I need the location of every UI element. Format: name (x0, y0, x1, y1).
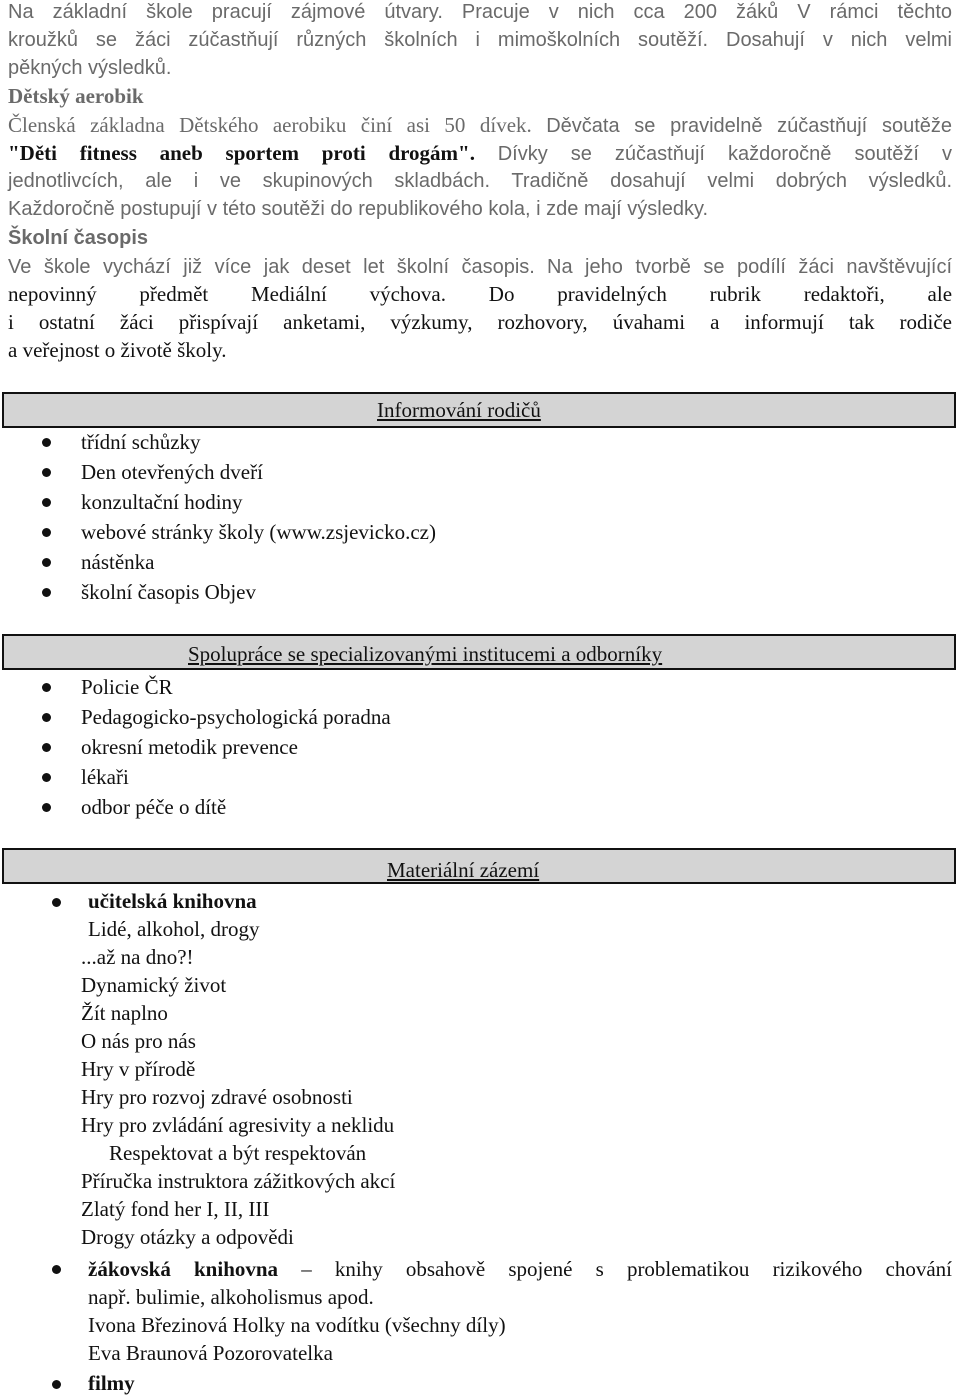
bullet-icon (52, 1265, 61, 1274)
text-span: žákovská knihovna (88, 1257, 279, 1281)
section-box-informovani (2, 392, 956, 428)
book-item: Hry pro zvládání agresivity a neklidu (81, 1113, 395, 1137)
list-item-zakovska (88, 1259, 952, 1280)
list-item: Pedagogicko-psychologická poradna (81, 705, 391, 729)
book-item: Eva Braunová Pozorovatelka (88, 1341, 333, 1365)
book-item: Ivona Březinová Holky na vodítku (všechny díly) (88, 1313, 506, 1337)
bullet-icon (42, 588, 51, 597)
book-item: Hry pro rozvoj zdravé osobnosti (81, 1085, 353, 1109)
text-span: Do pravidelných rubrik redaktoři, ale (488, 282, 953, 306)
list-item: webové stránky školy (www.zsjevicko.cz) (81, 520, 436, 544)
bullet-icon (42, 468, 51, 477)
book-item: Hry v přírodě (81, 1057, 196, 1081)
book-item: Dynamický život (81, 973, 227, 997)
bullet-icon (42, 803, 51, 812)
text-span: Ve škole vychází již více jak deset let školní časopis. (8, 256, 535, 278)
list-item: okresní metodik prevence (81, 735, 298, 759)
list-item: školní časopis Objev (81, 580, 256, 604)
intro-line: kroužků se žáci zúčastňují různých školních i mimoškolních soutěží. Dosahují v nich velmi (8, 29, 952, 51)
aerobik-line: Každoročně postupují v této soutěži do republikového kola, i zde mají výsledky. (8, 198, 709, 220)
bullet-icon (42, 558, 51, 567)
list-item: nástěnka (81, 550, 155, 574)
text-span: Dívky se zúčastňují každoročně soutěží v (497, 143, 952, 165)
book-item: Žít naplno (81, 1001, 168, 1025)
bullet-icon (42, 683, 51, 692)
section-title: Informování rodičů (377, 398, 541, 422)
list-item: konzultační hodiny (81, 490, 243, 514)
aerobik-line (8, 115, 952, 136)
section-heading-aerobik: Dětský aerobik (8, 84, 144, 108)
section-title: Spolupráce se specializovanými institucemi a odborníky (188, 642, 663, 666)
text-span: Tradičně dosahují velmi dobrých výsledků. (511, 170, 953, 192)
list-item-ucitelska: učitelská knihovna (88, 889, 257, 913)
list-item-filmy: filmy (88, 1371, 135, 1395)
text-span: jednotlivcích, ale i ve skupinových skladbách. (8, 170, 491, 192)
list-item: Den otevřených dveří (81, 460, 263, 484)
casopis-line: a veřejnost o životě školy. (8, 338, 227, 362)
casopis-line: i ostatní žáci přispívají anketami, výzkumy, rozhovory, úvahami a informují tak rodiče (8, 310, 952, 334)
book-item: Příručka instruktora zážitkových akcí (81, 1169, 396, 1193)
bullet-icon (42, 773, 51, 782)
casopis-line (8, 256, 952, 277)
aerobik-line (8, 171, 952, 191)
text-span: nepovinný předmět Mediální výchova. (8, 282, 446, 306)
intro-line: pěkných výsledků. (8, 57, 172, 79)
bullet-icon (42, 713, 51, 722)
section-box-zazemi (2, 848, 956, 884)
list-item: odbor péče o dítě (81, 795, 227, 819)
bullet-icon (52, 898, 61, 907)
book-item: Respektovat a být respektován (109, 1141, 367, 1165)
bullet-icon (42, 498, 51, 507)
list-item: třídní schůzky (81, 430, 201, 454)
book-item: O nás pro nás (81, 1029, 196, 1053)
book-item: Lidé, alkohol, drogy (88, 917, 260, 941)
text-span: Na jeho tvorbě se podílí žáci navštěvující (547, 256, 952, 278)
text-span: Členská základna Dětského aerobiku činí asi 50 dívek. (8, 113, 532, 137)
bullet-icon (42, 438, 51, 447)
list-item-line: např. bulimie, alkoholismus apod. (88, 1285, 374, 1309)
section-heading-casopis: Školní časopis (8, 227, 149, 249)
intro-line: Na základní škole pracují zájmové útvary. Pracuje v nich cca 200 žáků V rámci těchto (8, 1, 952, 23)
section-box-spoluprace (2, 634, 956, 670)
book-item: Zlatý fond her I, II, III (81, 1197, 270, 1221)
bullet-icon (42, 528, 51, 537)
list-item: lékaři (81, 765, 129, 789)
casopis-line (8, 284, 952, 305)
book-item: ...až na dno?! (81, 945, 194, 969)
aerobik-line (8, 143, 952, 164)
competition-name: "Děti fitness aneb sportem proti drogám". (8, 141, 475, 165)
text-span: Děvčata se pravidelně zúčastňují soutěže (546, 115, 953, 137)
list-item: Policie ČR (81, 675, 173, 699)
bullet-icon (42, 743, 51, 752)
text-span: – knihy obsahově spojené s problematikou rizikového chování (301, 1257, 952, 1281)
section-title: Materiální zázemí (387, 858, 540, 882)
book-item: Drogy otázky a odpovědi (81, 1225, 294, 1249)
bullet-icon (52, 1380, 61, 1389)
